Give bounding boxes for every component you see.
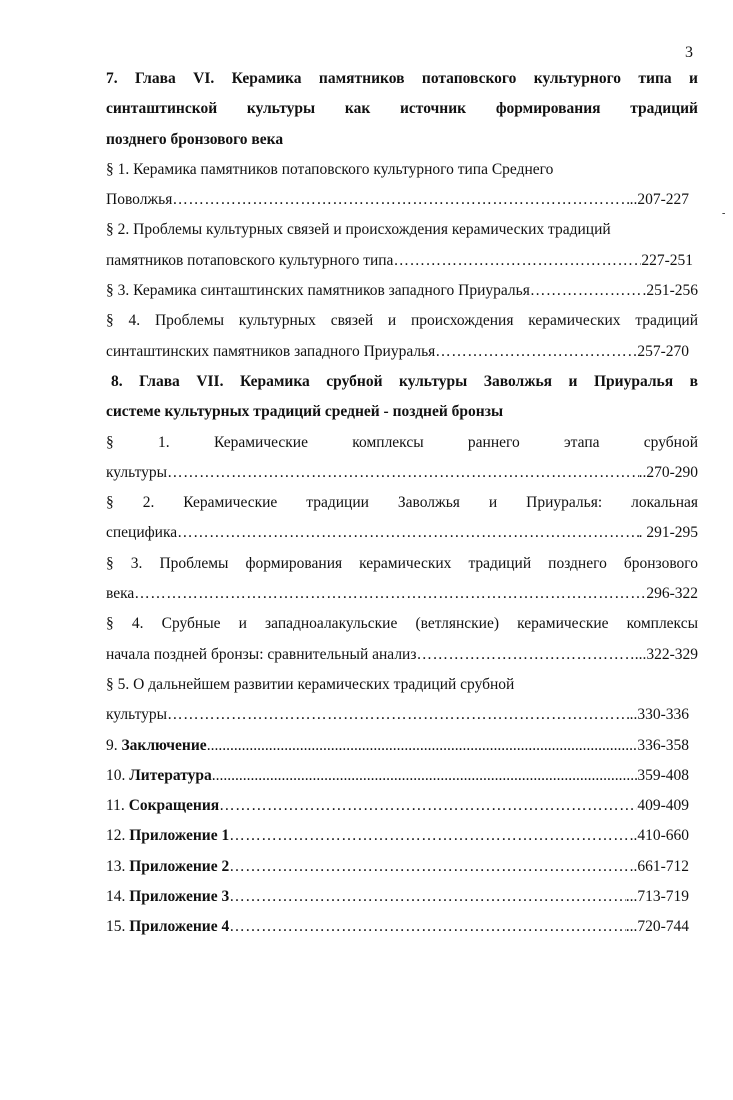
- ch6-section-1-line-1: § 1. Керамика памятников потаповского культурного типа Среднего: [106, 160, 554, 178]
- dot-leader: [207, 731, 638, 761]
- page-range: ..207-227: [629, 191, 689, 209]
- chapter-7-heading-line-1: 8. Глава VII. Керамика срубной культуры Заволжья и Приуралья в: [111, 372, 698, 390]
- dot-leader: [229, 912, 626, 942]
- entry-title: Приложение 4: [129, 918, 230, 936]
- toc-entry-appendix-1: [106, 821, 689, 851]
- page-range: ...720-744: [625, 918, 689, 936]
- margin-mark: -: [722, 208, 726, 219]
- dot-leader: [435, 337, 637, 367]
- entry-text: культуры: [106, 706, 168, 724]
- dot-leader: [177, 518, 638, 548]
- entry-title: Приложение 2: [129, 857, 230, 875]
- entry-number: 14.: [106, 888, 126, 906]
- dot-leader: [229, 882, 626, 912]
- ch7-section-4-line-1: § 4. Срубные и западноалакульские (ветлянские) керамические комплексы: [106, 615, 698, 633]
- entry-text: культуры: [106, 463, 168, 481]
- entry-text: памятников потаповского культурного типа: [106, 251, 394, 269]
- dot-leader: [167, 458, 639, 488]
- page-range: . 291-295: [638, 524, 698, 542]
- dot-leader: [530, 276, 647, 306]
- dot-leader: [134, 579, 646, 609]
- ch6-section-4-line-1: § 4. Проблемы культурных связей и происхождения керамических традиций: [106, 312, 698, 330]
- ch7-section-1-line-2: [106, 458, 698, 488]
- ch7-section-3-line-1: § 3. Проблемы формирования керамических традиций позднего бронзового: [106, 554, 698, 572]
- entry-text: Поволжья: [106, 191, 173, 209]
- chapter-6-heading-line-2: синташтинской культуры как источник формирования традиций: [106, 100, 698, 118]
- entry-number: 12.: [106, 827, 126, 845]
- entry-title: Заключение: [121, 736, 207, 754]
- entry-title: Сокращения: [128, 797, 220, 815]
- table-of-contents: [106, 64, 698, 943]
- page-range: 409-409: [637, 797, 689, 815]
- toc-entry-appendix-4: [106, 912, 689, 942]
- page-range: 359-408: [637, 766, 689, 784]
- ch7-section-4-line-2: [106, 640, 698, 670]
- entry-number: 10.: [106, 766, 126, 784]
- dot-leader: [416, 640, 634, 670]
- page-range: ..410-660: [629, 827, 689, 845]
- dot-leader: [212, 761, 638, 791]
- dot-leader: [167, 700, 630, 730]
- chapter-6-heading-line-3: позднего бронзового века: [106, 130, 284, 148]
- page-range: ...713-719: [625, 888, 689, 906]
- page-range: ..330-336: [629, 706, 689, 724]
- entry-number: 9.: [106, 736, 118, 754]
- toc-entry-appendix-3: [106, 882, 689, 912]
- chapter-6-heading-line-1: 7. Глава VI. Керамика памятников потаповского культурного типа и: [106, 70, 698, 87]
- dot-leader: [219, 791, 637, 821]
- entry-text: синташтинских памятников западного Приуралья: [106, 342, 436, 360]
- ch6-section-3: [106, 276, 698, 306]
- ch7-section-5-line-1: § 5. О дальнейшем развитии керамических традиций срубной: [106, 675, 515, 693]
- page-range: 336-358: [637, 736, 689, 754]
- dot-leader: [229, 852, 629, 882]
- page-range: 257-270: [637, 342, 689, 360]
- ch7-section-2-line-1: § 2. Керамические традиции Заволжья и Приуралья: локальная: [106, 494, 698, 512]
- page-number: 3: [685, 44, 693, 61]
- entry-number: 15.: [106, 918, 126, 936]
- ch6-section-2-line-2: [106, 246, 693, 276]
- entry-number: 13.: [106, 857, 126, 875]
- toc-entry-abbreviations: [106, 791, 689, 821]
- ch6-section-4-line-2: [106, 337, 689, 367]
- ch6-section-2-line-1: § 2. Проблемы культурных связей и происхождения керамических традиций: [106, 221, 611, 239]
- ch7-section-3-line-2: [106, 579, 698, 609]
- page-range: 227-251: [641, 251, 693, 269]
- ch7-section-5-line-2: [106, 700, 689, 730]
- ch7-section-1-line-1: § 1. Керамические комплексы раннего этапа срубной: [106, 433, 698, 451]
- dot-leader: [172, 185, 629, 215]
- entry-text: начала поздней бронзы: сравнительный анализ: [106, 645, 417, 663]
- entry-title: Приложение 1: [129, 827, 230, 845]
- page-range: 251-256: [646, 282, 698, 300]
- dot-leader: [229, 821, 629, 851]
- page-range: ...322-329: [634, 645, 698, 663]
- toc-entry-conclusion: [106, 731, 689, 761]
- ch7-section-2-line-2: [106, 518, 698, 548]
- toc-entry-appendix-2: [106, 852, 689, 882]
- page-range: ..661-712: [629, 857, 689, 875]
- entry-text: § 3. Керамика синташтинских памятников западного Приуралья: [106, 282, 530, 300]
- entry-number: 11.: [106, 797, 125, 815]
- chapter-7-heading-line-2: системе культурных традиций средней - поздней бронзы: [106, 403, 504, 421]
- page-range: ..270-290: [638, 463, 698, 481]
- dot-leader: [393, 246, 641, 276]
- toc-entry-literature: [106, 761, 689, 791]
- entry-title: Приложение 3: [129, 888, 230, 906]
- ch6-section-1-line-2: [106, 185, 689, 215]
- page-range: 296-322: [646, 585, 698, 603]
- entry-text: века: [106, 585, 135, 603]
- entry-title: Литература: [129, 766, 212, 784]
- entry-text: специфика: [106, 524, 178, 542]
